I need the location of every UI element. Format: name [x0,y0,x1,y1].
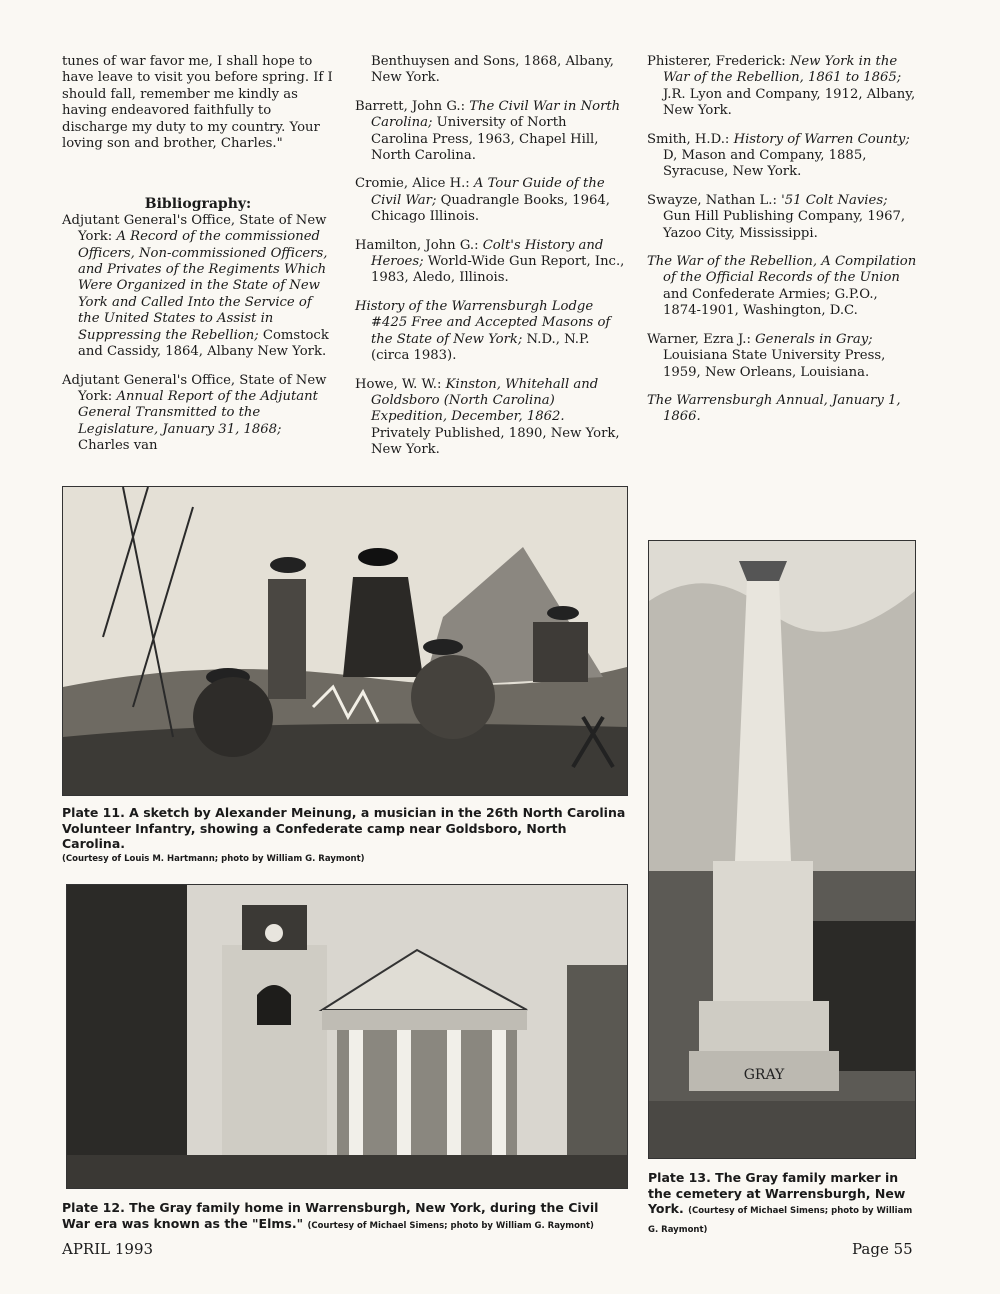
entry-author: Smith, H.D.: [647,131,734,147]
plate-11-caption [62,805,628,867]
entry-title: The Warrensburgh Annual, January 1, 1866. [647,392,901,425]
caption-credit: (Courtesy of Michael Simens; photo by William G. Raymont) [648,1206,913,1235]
plate-13-gray-marker-photo [648,540,916,1159]
column-3 [647,54,919,438]
bibliography-entry [355,299,627,365]
entry-continuation: Benthuysen and Sons, 1868, Albany, New York. [371,54,614,86]
plate-13-caption [648,1170,918,1238]
entry-author: Swayze, Nathan L.: [647,192,782,208]
entry-title: History of the Warrensburgh Lodge #425 Free and Accepted Masons of the State of New York; [355,298,611,347]
entry-author: Hamilton, John G.: [355,237,483,253]
entry-title: '51 Colt Navies; [781,192,888,208]
entry-author: Barrett, John G.: [355,98,470,114]
plate-11-camp-sketch [62,486,628,796]
entry-author: Cromie, Alice H.: [355,176,474,192]
letter-closing-text: tunes of war favor me, I shall hope to have leave to visit you before spring. If I should fall, remember me kindly as having endeavored faithfully to discharge my duty to my country. Your loving son and brother, Charles." [62,54,333,152]
bibliography-entry [355,377,627,459]
entry-publication: D, Mason and Company, 1885, Syracuse, New York. [663,148,867,180]
caption-credit: (Courtesy of Louis M. Hartmann; photo by William G. Raymont) [62,853,365,864]
bibliography-entry [647,254,919,320]
bibliography-entry [647,393,919,426]
entry-author: Howe, W. W.: [355,376,446,392]
entry-title: Generals in Gray; [755,331,873,347]
plate-12-gray-home-photo [66,884,628,1189]
column-1 [62,54,334,467]
bibliography-heading: Bibliography: [144,196,252,213]
bibliography-entry [647,54,919,120]
entry-author: Adjutant General's Office, State of New York: [62,372,327,404]
caption-text: Plate 13. The Gray family marker in the cemetery at Warrensburgh, New York. [648,1170,906,1216]
page-number: Page 55 [852,1240,913,1258]
entry-publication: Charles van [78,438,158,454]
entry-publication: World-Wide Gun Report, Inc., 1983, Aledo, Illinois. [371,254,625,286]
camp-sketch-image [63,487,627,795]
entry-publication: Louisiana State University Press, 1959, New Orleans, Louisiana. [663,348,886,380]
house-photo-image [67,885,627,1188]
bibliography-entry [62,373,334,455]
caption-text: Plate 11. A sketch by Alexander Meinung, a musician in the 26th North Carolina Volunteer Infantry, showing a Confederate camp near Goldsboro, North Carolina. [62,805,626,851]
entry-title: Colt's History and Heroes; [371,237,604,270]
bibliography-entry [647,193,919,242]
entry-publication: Gun Hill Publishing Company, 1967, Yazoo City, Mississippi. [663,209,906,241]
entry-title: Kinston, Whitehall and Goldsboro (North Carolina) Expedition, December, 1862. [371,376,599,425]
entry-publication: University of North Carolina Press, 1963, Chapel Hill, North Carolina. [371,115,599,164]
entry-publication: Comstock and Cassidy, 1864, Albany New York. [78,327,329,360]
bibliography-entry [355,238,627,287]
entry-author: Adjutant General's Office, State of New York: [62,212,327,245]
entry-title: History of Warren County; [733,131,910,147]
entry-publication: Privately Published, 1890, New York, New York. [371,425,620,458]
entry-title: The Civil War in North Carolina; [371,98,621,131]
monument-inscription: GRAY [743,1067,785,1083]
caption-text: Plate 12. The Gray family home in Warrensburgh, New York, during the Civil War era was known as the "Elms." [62,1200,599,1231]
entry-title: A Tour Guide of the Civil War; [371,176,605,208]
entry-publication: and Confederate Armies; G.P.O., 1874-1901, Washington, D.C. [663,286,878,319]
monument-photo-image [649,541,915,1158]
bibliography-entry [355,176,627,225]
entry-title: Annual Report of the Adjutant General Transmitted to the Legislature, January 31, 1868; [78,388,318,437]
entry-publication: N.D., N.P. (circa 1983). [371,331,590,364]
entry-title: The War of the Rebellion, A Compilation of the Official Records of the Union [647,254,917,286]
entry-title: A Record of the commissioned Officers, Non-commissioned Officers, and Privates of the Regiments Which Were Organized in the State of New York and Called Into the Service of the United States to Assist in Suppressing the Rebellion; [78,229,328,343]
plate-12-caption [62,1200,628,1234]
entry-author: Phisterer, Frederick: [647,54,790,69]
entry-author: Warner, Ezra J.: [647,331,756,347]
bibliography-entry [647,132,919,181]
bibliography-entry [647,332,919,381]
entry-publication: J.R. Lyon and Company, 1912, Albany, New York. [663,86,916,119]
entry-publication: Quadrangle Books, 1964, Chicago Illinois. [371,192,610,225]
entry-title: New York in the War of the Rebellion, 1861 to 1865; [663,54,902,86]
column-2 [355,54,627,471]
issue-date: APRIL 1993 [62,1240,154,1258]
caption-credit: (Courtesy of Michael Simens; photo by William G. Raymont) [307,1220,594,1231]
bibliography-entry [355,99,627,165]
bibliography-entry [62,213,334,361]
